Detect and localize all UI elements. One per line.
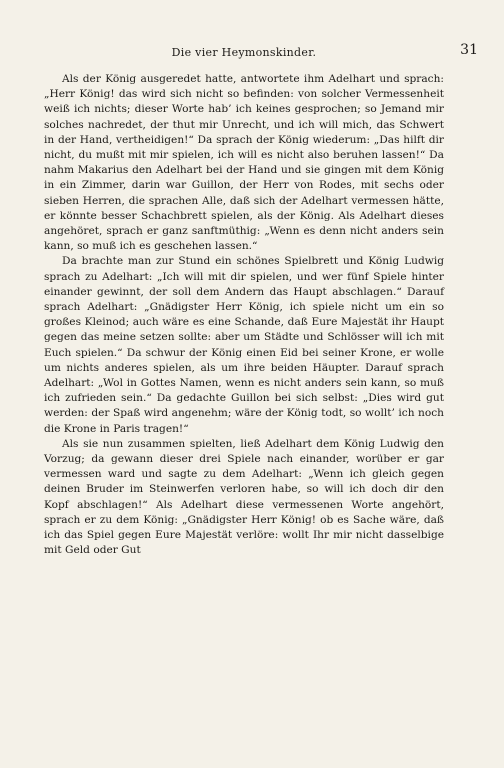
paragraph: Als sie nun zusammen spielten, ließ Adelhart dem König Ludwig den Vorzug; da gewann dieser drei Spiele nach einander, worüber er gar vermessen ward und sagte zu dem Adelhart: „Wenn ich gleich gegen deinen Bruder im Steinwerfen verloren habe, so will ich doch dir den Kopf abschlagen!“ Als Adelhart diese vermessenen Worte angehört, sprach er zu dem König: „Gnädigster Herr König! ob es Sache wäre, daß ich das Spiel gegen Eure Majestät verlöre: wollt Ihr mir nicht dasselbige mit Geld oder Gut — [44, 437, 444, 557]
running-head — [44, 40, 478, 62]
body-text — [44, 72, 444, 559]
paragraph: Als der König ausgeredet hatte, antwortete ihm Adelhart und sprach: „Herr König! das wird sich nicht so befinden: von solcher Vermessenheit weiß ich nichts; dieser Worte hab’ ich keines gesprochen; so Jemand mir solches nachredet, der thut mir Unrecht, und ich will mich, das Schwert in der Hand, vertheidigen!“ Da sprach der König wiederum: „Das hilft dir nicht, du mußt mit mir spielen, ich will es nicht also beruhen lassen!“ Da nahm Makarius den Adelhart bei der Hand und sie gingen mit dem König in ein Zimmer, darin war Guillon, der Herr von Rodes, mit sechs oder sieben Herren, die sprachen Alle, daß sich der Adelhart vermessen hätte, er könnte besser Schachbrett spielen, als der König. Als Adelhart dieses angehöret, sprach er ganz sanftmüthig: „Wenn es denn nicht anders sein kann, so muß ich es geschehen lassen.“ — [44, 73, 444, 253]
paragraph: Da brachte man zur Stund ein schönes Spielbrett und König Ludwig sprach zu Adelhart: „Ich will mit dir spielen, und wer fünf Spiele hinter einander gewinnt, der soll dem Andern das Haupt abschlagen.“ Darauf sprach Adelhart: „Gnädigster Herr König, ich spiele nicht um ein so großes Kleinod; auch wäre es eine Schande, daß Eure Majestät ihr Haupt gegen das meine setzen sollte: aber um Städte und Schlösser will ich mit Euch spielen.“ Da schwur der König einen Eid bei seiner Krone, er wolle um nichts anderes spielen, als um ihre beiden Häupter. Darauf sprach Adelhart: „Wol in Gottes Namen, wenn es nicht anders sein kann, so muß ich zufrieden sein.“ Da gedachte Guillon bei sich selbst: „Dies wird gut werden: der Spaß wird angenehm; wäre der König todt, so wollt’ ich noch die Krone in Paris tragen!“ — [44, 255, 444, 435]
page-number: 31 — [460, 42, 478, 58]
running-title: Die vier Heymonskinder. — [171, 46, 317, 59]
